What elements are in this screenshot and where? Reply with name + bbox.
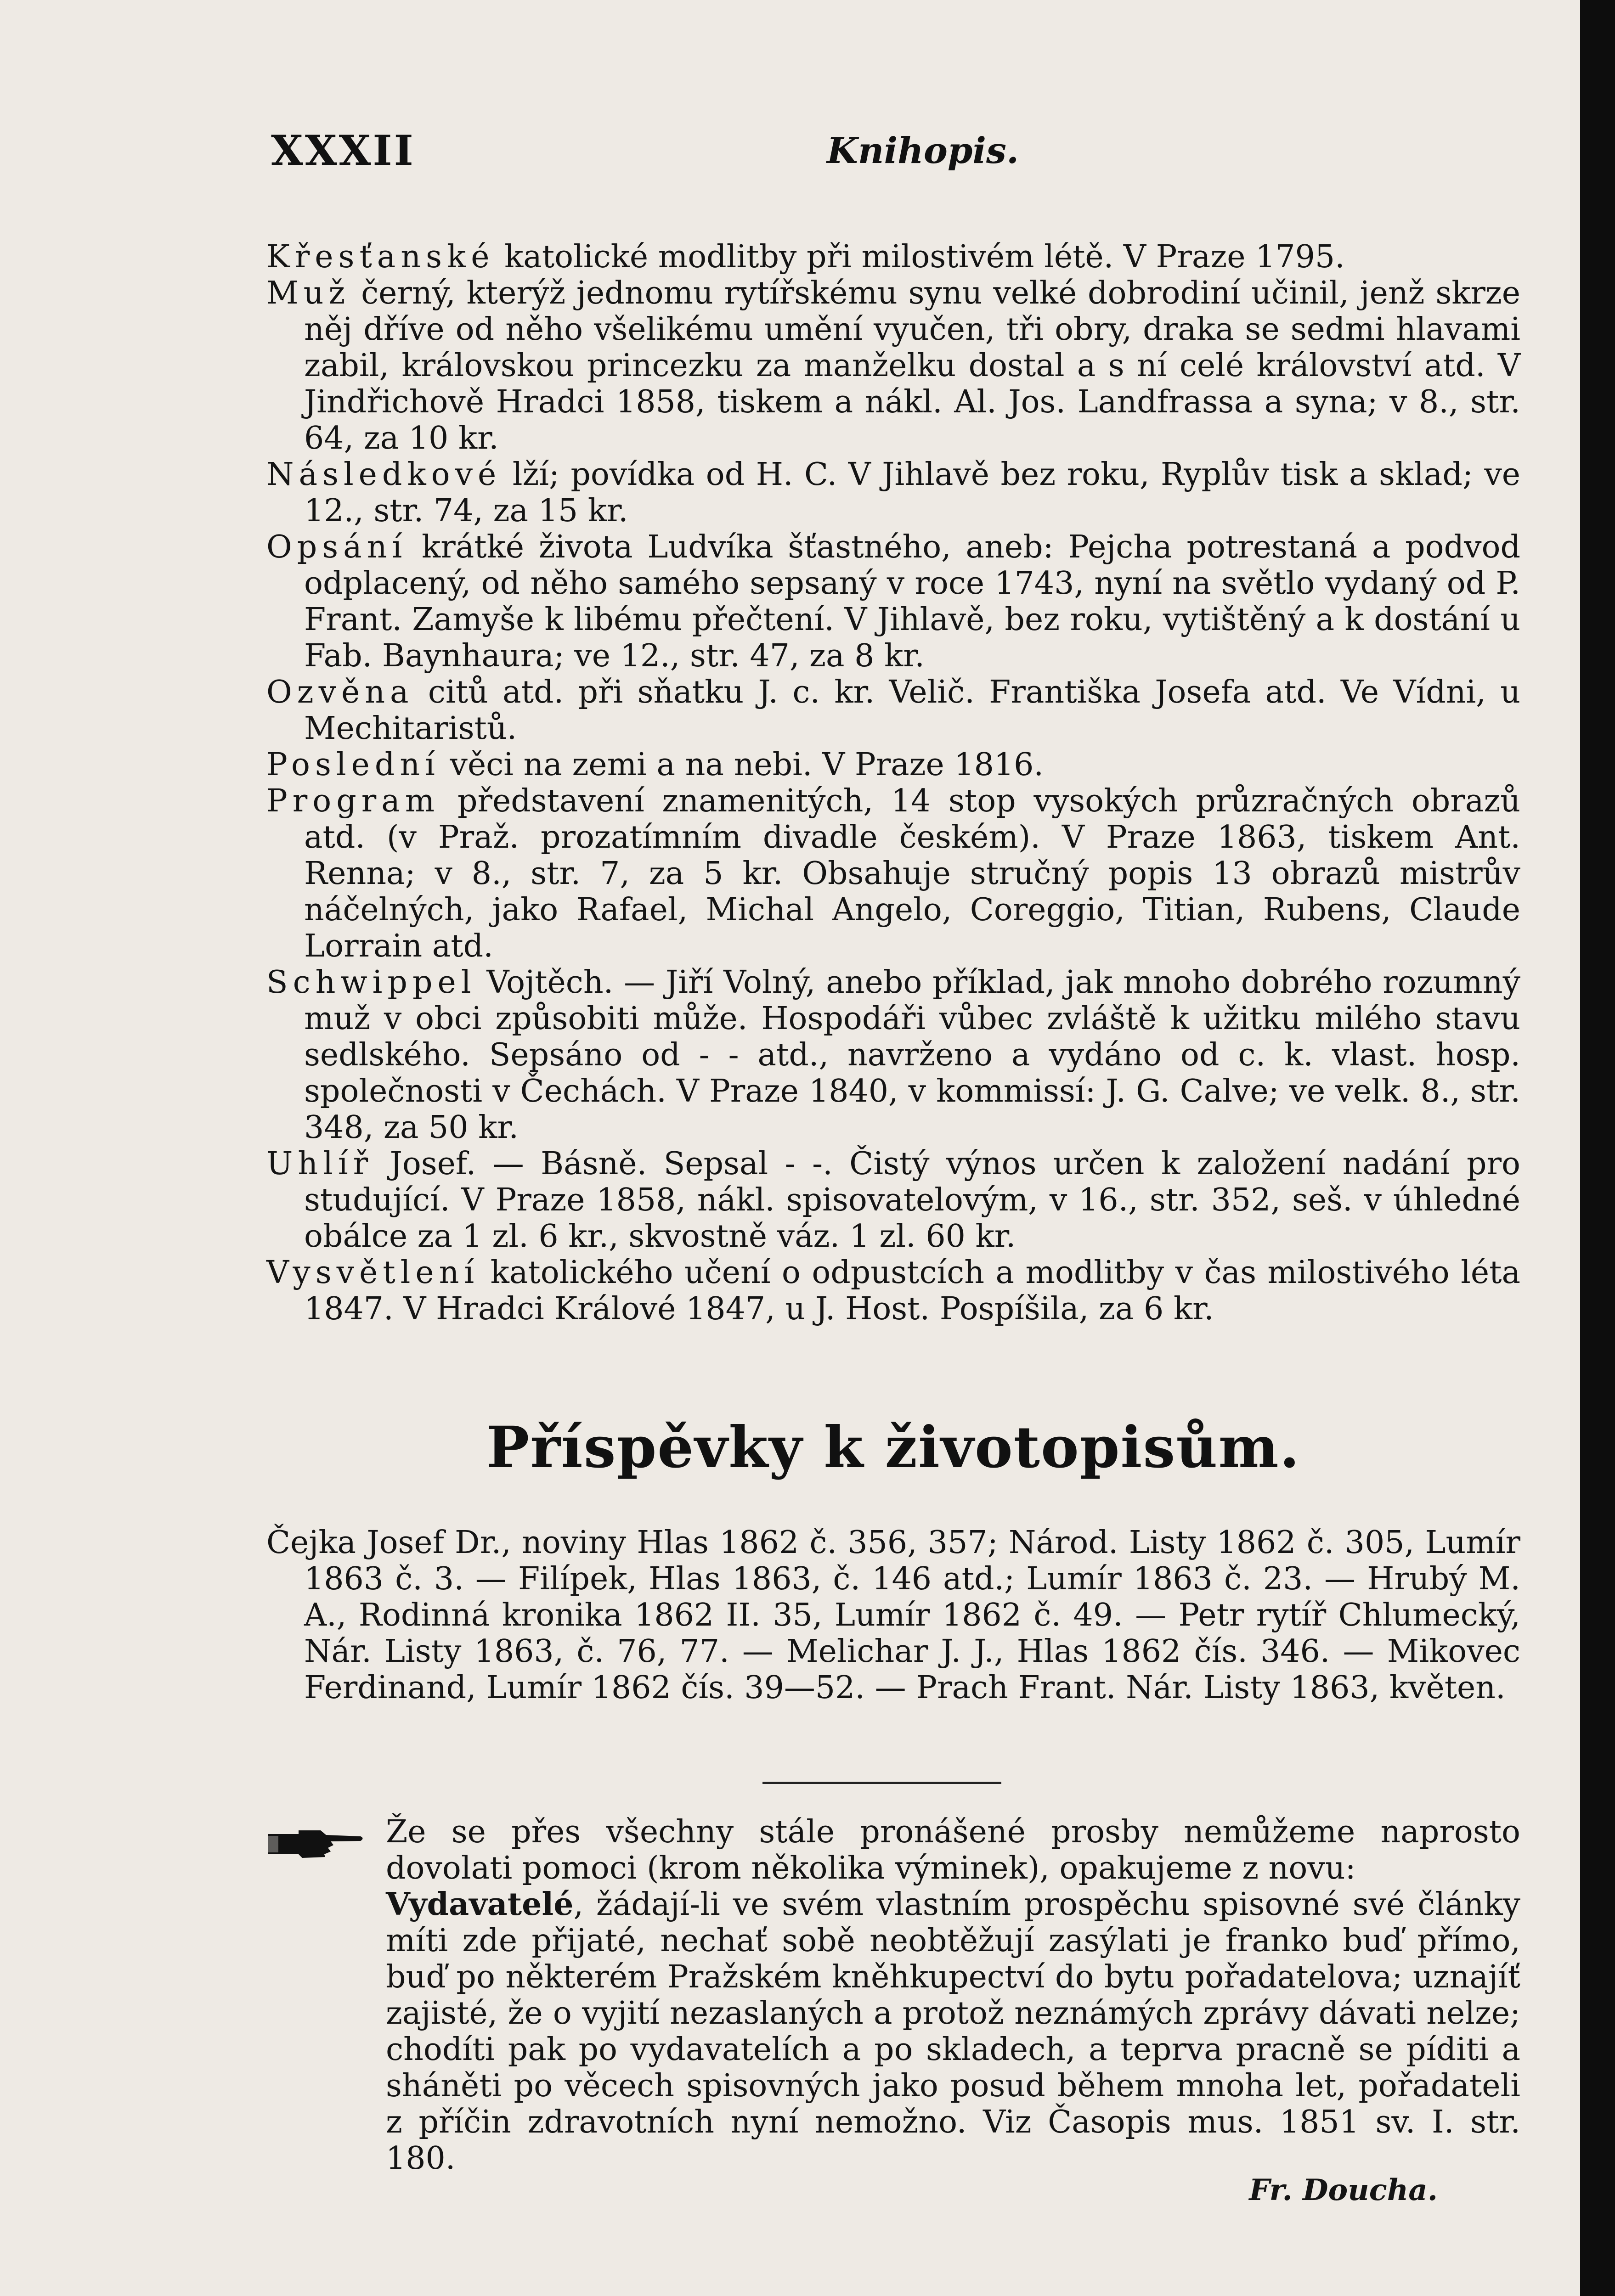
entry-text: katolického učení o odpustcích a modlitby v čas milostivého léta 1847. V Hradci Králové 1847, u J. Host. Pospíšila, za 6 kr. bbox=[304, 1255, 1520, 1327]
section-heading: Příspěvky k životopisům. bbox=[486, 1414, 1300, 1481]
editor-notice bbox=[266, 1814, 1520, 2208]
entry-lead: Uhlíř bbox=[266, 1146, 373, 1182]
bibliography-entry bbox=[266, 529, 1520, 674]
page-number: XXXII bbox=[271, 126, 415, 175]
bibliography-entry bbox=[266, 1146, 1520, 1255]
entry-text: katolické modlitby při milostivém létě. V Praze 1795. bbox=[494, 239, 1345, 275]
scan-border bbox=[1580, 0, 1615, 2296]
entry-lead: Muž bbox=[266, 275, 350, 311]
notice-intro: Že se přes všechny stále pronášené prosby nemůžeme naprosto dovolati pomoci (krom několika výminek), opakujeme z novu: bbox=[386, 1814, 1520, 1886]
signature: Fr. Doucha. bbox=[1249, 2173, 1438, 2207]
running-title: Knihopis. bbox=[827, 130, 1019, 172]
entry-text: Josef. — Básně. Sepsal - -. Čistý výnos určen k založení nadání pro studující. V Praze 1858, nákl. spisovatelovým, v 16., str. 352, seš. v úhledné obálce za 1 zl. 6 kr., skvostně váz. 1 zl. 60 kr. bbox=[304, 1146, 1520, 1255]
entry-lead: Poslední bbox=[266, 747, 440, 783]
bibliography-list bbox=[266, 239, 1520, 1327]
page-header bbox=[271, 126, 1534, 181]
entry-lead: Následkové bbox=[266, 456, 502, 493]
notice-body bbox=[386, 1814, 1520, 2208]
bibliography-entry bbox=[266, 783, 1520, 964]
entry-text: lží; povídka od H. C. V Jihlavě bez roku, Ryplův tisk a sklad; ve 12., str. 74, za 15 kr. bbox=[304, 456, 1520, 529]
notice-text: , žádají-li ve svém vlastním prospěchu spisovné své články míti zde přijaté, nechať sobě neobtěžují zasýlati je franko buď přímo, buď po některém Pražském kněhkupectví do bytu pořadatelova; uznajíť zajisté, že o vyjití nezaslaných a protož neznámých zprávy dávati nelze; chodíti pak po vydavatelích a po skladech, a teprva pracně se píditi a sháněti po věcech spisovných jako posud během mnoha let, pořadateli z příčin zdravotních nyní nemožno. Viz Časopis mus. 1851 sv. I. str. 180. bbox=[386, 1886, 1520, 2177]
bibliography-entry bbox=[266, 747, 1520, 783]
pointing-hand-icon bbox=[266, 1824, 365, 1861]
entry-lead: Opsání bbox=[266, 529, 407, 565]
bibliography-entry bbox=[266, 1255, 1520, 1327]
divider-rule bbox=[762, 1782, 1001, 1784]
notice-lead: Vydavatelé bbox=[386, 1886, 574, 1923]
entry-lead: Křesťanské bbox=[266, 239, 495, 275]
entry-lead: Vysvětlení bbox=[266, 1255, 480, 1291]
entry-text: krátké života Ludvíka šťastného, aneb: Pejcha potrestaná a podvod odplacený, od něho samého sepsaný v roce 1743, nyní na světlo vydaný od P. Frant. Zamyše k libému přečtení. V Jihlavě, bez roku, vytištěný a k dostání u Fab. Baynhaura; ve 12., str. 47, za 8 kr. bbox=[304, 529, 1520, 674]
entry-lead: Ozvěna bbox=[266, 674, 414, 710]
bibliography-entry bbox=[266, 456, 1520, 529]
bibliography-entry bbox=[266, 239, 1520, 275]
entry-text: představení znamenitých, 14 stop vysokých průzračných obrazů atd. (v Praž. prozatímním divadle českém). V Praze 1863, tiskem Ant. Renna; v 8., str. 7, za 5 kr. Obsahuje stručný popis 13 obrazů mistrův náčelných, jako Rafael, Michal Angelo, Coreggio, Titian, Rubens, Claude Lorrain atd. bbox=[304, 783, 1520, 964]
biography-references bbox=[266, 1525, 1520, 1706]
entry-text: citů atd. při sňatku J. c. kr. Velič. Františka Josefa atd. Ve Vídni, u Mechitaristů. bbox=[304, 674, 1520, 747]
bibliography-entry bbox=[266, 674, 1520, 747]
entry-lead: Program bbox=[266, 783, 440, 819]
entry-lead: Schwippel bbox=[266, 964, 476, 1001]
entry-text: černý, kterýž jednomu rytířskému synu velké dobrodiní učinil, jenž skrze něj dříve od něho všelikému umění vyučen, tři obry, draka se sedmi hlavami zabil, královskou princezku za manželku dostal a s ní celé království atd. V Jindřichově Hradci 1858, tiskem a nákl. Al. Jos. Landfrassa a syna; v 8., str. 64, za 10 kr. bbox=[304, 275, 1520, 456]
notice-request bbox=[386, 1886, 1520, 2177]
entry-text: věci na zemi a na nebi. V Praze 1816. bbox=[440, 747, 1044, 783]
bibliography-entry bbox=[266, 964, 1520, 1146]
entry-text: Vojtěch. — Jiří Volný, anebo příklad, jak mnoho dobrého rozumný muž v obci způsobiti může. Hospodáři vůbec zvláště k užitku milého stavu sedlského. Sepsáno od - - atd., navrženo a vydáno od c. k. vlast. hosp. společnosti v Čechách. V Praze 1840, v kommissí: J. G. Calve; ve velk. 8., str. 348, za 50 kr. bbox=[304, 964, 1520, 1146]
biography-text: Čejka Josef Dr., noviny Hlas 1862 č. 356, 357; Národ. Listy 1862 č. 305, Lumír 1863 č. 3. — Filípek, Hlas 1863, č. 146 atd.; Lumír 1863 č. 23. — Hrubý M. A., Rodinná kronika 1862 II. 35, Lumír 1862 č. 49. — Petr rytíř Chlumecký, Nár. Listy 1863, č. 76, 77. — Melichar J. J., Hlas 1862 čís. 346. — Mikovec Ferdinand, Lumír 1862 čís. 39—52. — Prach Frant. Nár. Listy 1863, květen. bbox=[266, 1525, 1520, 1706]
bibliography-entry bbox=[266, 275, 1520, 456]
